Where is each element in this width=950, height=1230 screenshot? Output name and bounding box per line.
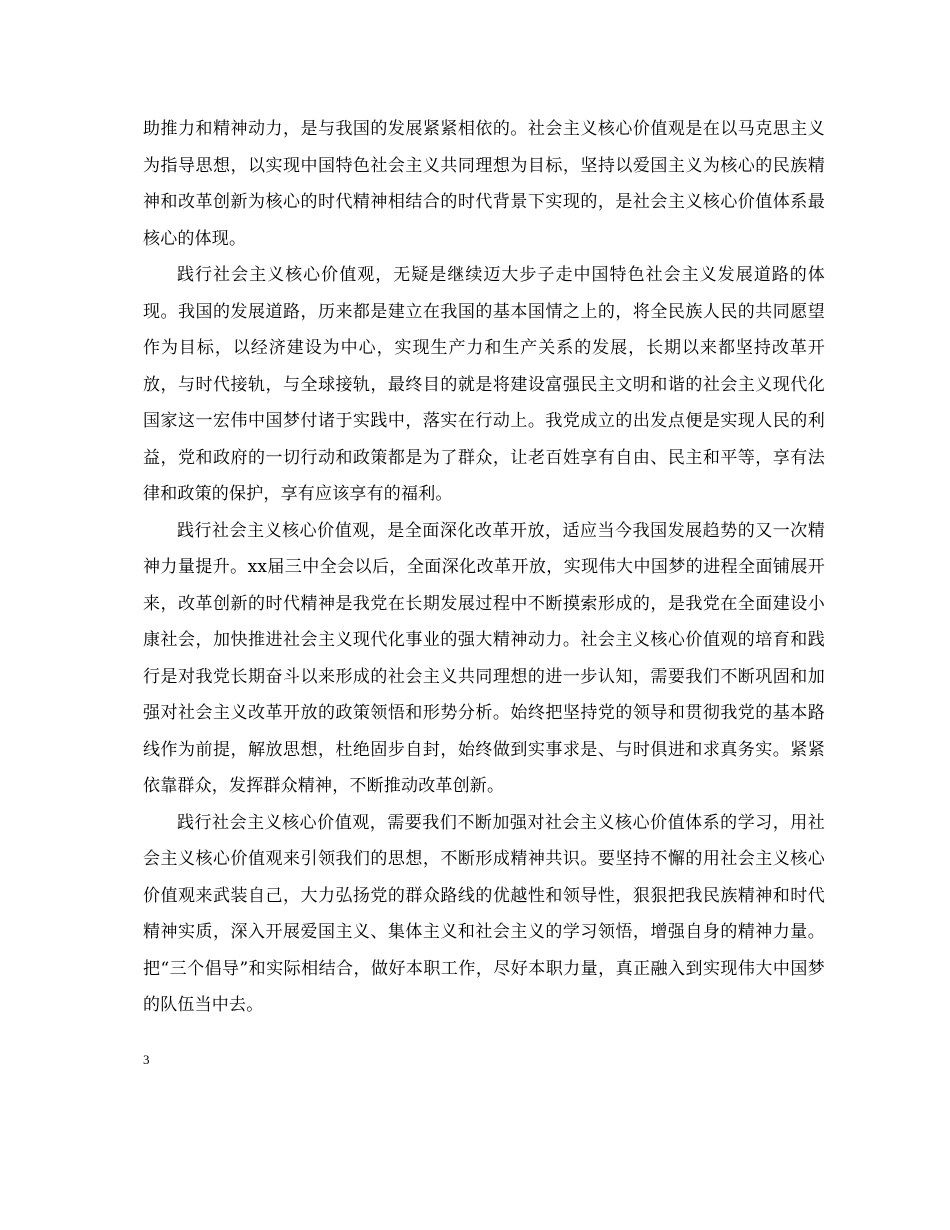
paragraph-2: 践行社会主义核心价值观，无疑是继续迈大步子走中国特色社会主义发展道路的体现。我国的发展道路，历来都是建立在我国的基本国情之上的，将全民族人民的共同愿望作为目标，以经济建设为中心，实现生产力和生产关系的发展，长期以来都坚持改革开放，与时代接轨，与全球接轨，最终目的就是将建设富强民主文明和谐的社会主义现代化国家这一宏伟中国梦付诸于实践中，落实在行动上。我党成立的出发点便是实现人民的利益，党和政府的一切行动和政策都是为了群众，让老百姓享有自由、民主和平等，享有法律和政策的保护，享有应该享有的福利。: [143, 265, 825, 504]
paragraph-3: 践行社会主义核心价值观，是全面深化改革开放，适应当今我国发展趋势的又一次精神力量提升。xx届三中全会以后，全面深化改革开放，实现伟大中国梦的进程全面铺展开来，改革创新的时代精神是我党在长期发展过程中不断摸索形成的，是我党在全面建设小康社会，加快推进社会主义现代化事业的强大精神动力。社会主义核心价值观的培育和践行是对我党长期奋斗以来形成的社会主义共同理想的进一步认知，需要我们不断巩固和加强对社会主义改革开放的政策领悟和形势分析。始终把坚持党的领导和贯彻我党的基本路线作为前提，解放思想，杜绝固步自封，始终做到实事求是、与时俱进和求真务实。紧紧依靠群众，发挥群众精神，不断推动改革创新。: [143, 520, 825, 796]
paragraph-4: 践行社会主义核心价值观，需要我们不断加强对社会主义核心价值体系的学习，用社会主义核心价值观来引领我们的思想，不断形成精神共识。要坚持不懈的用社会主义核心价值观来武装自己，大力弘扬党的群众路线的优越性和领导性，狠狠把我民族精神和时代精神实质，深入开展爱国主义、集体主义和社会主义的学习领悟，增强自身的精神力量。把“三个倡导”和实际相结合，做好本职工作，尽好本职力量，真正融入到实现伟大中国梦的队伍当中去。: [143, 812, 825, 1015]
paragraph-1: 助推力和精神动力，是与我国的发展紧紧相依的。社会主义核心价值观是在以马克思主义为指导思想，以实现中国特色社会主义共同理想为目标，坚持以爱国主义为核心的民族精神和改革创新为核心的时代精神相结合的时代背景下实现的，是社会主义核心价值体系最核心的体现。: [143, 119, 825, 249]
document-body: [143, 111, 825, 1024]
page-number: 3: [143, 1052, 150, 1067]
